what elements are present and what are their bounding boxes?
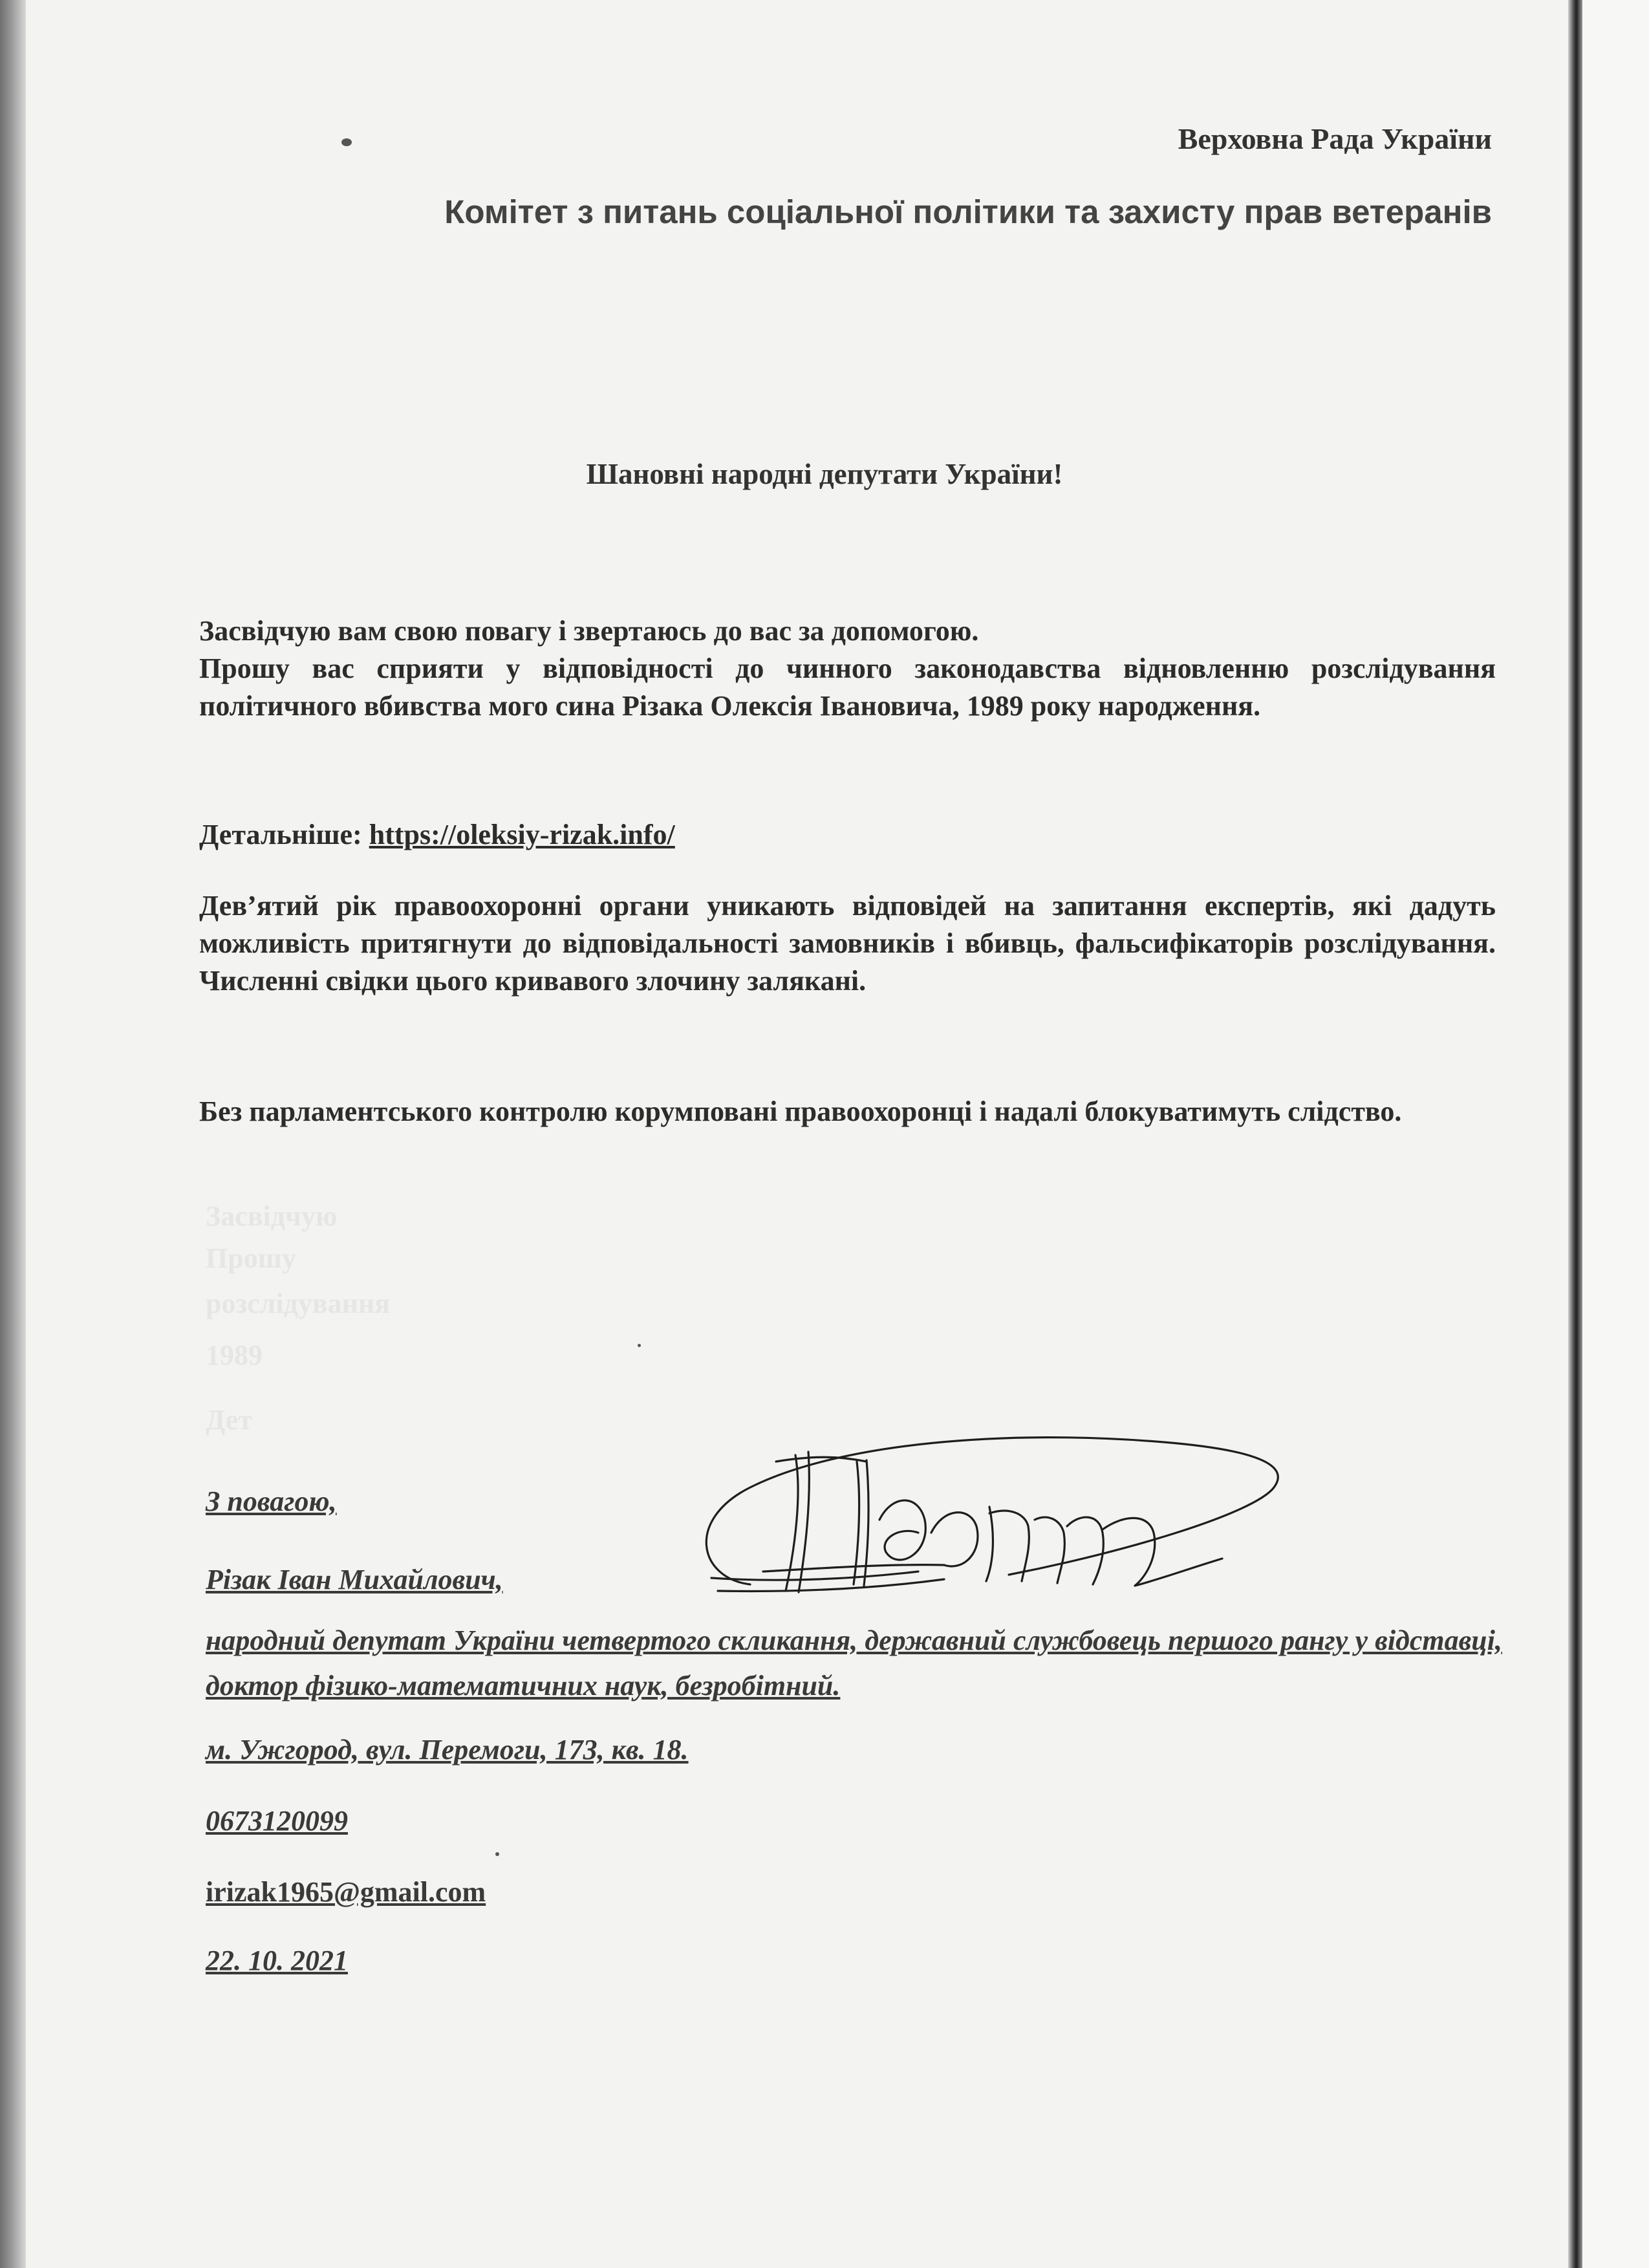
addressee-heading: Верховна Рада України xyxy=(1178,122,1492,155)
sender-title: народний депутат України четвертого скликання, державний службовець першого рангу у відставці, доктор фізико-математичних наук, безробітний. xyxy=(206,1625,1502,1701)
scan-edge-right xyxy=(1568,0,1582,2268)
details-label: Детальніше: xyxy=(199,819,369,850)
sender-address: м. Ужгород, вул. Перемоги, 173, кв. 18. xyxy=(206,1734,689,1766)
details-link[interactable]: https://oleksiy-rizak.info/ xyxy=(369,819,675,850)
paragraph-line: Засвідчую вам свою повагу і звертаюсь до вас за допомогою. xyxy=(199,615,979,647)
letter-date: 22. 10. 2021 xyxy=(206,1945,348,1976)
bleed-through-text: 1989 xyxy=(206,1339,263,1371)
scan-edge-left xyxy=(0,0,26,2268)
paragraph-investigation: Дев’ятий рік правоохоронні органи уникають відповідей на запитання експертів, які дадуть можливість притягнути до відповідальності замовників і вбивць, фальсифікаторів розслідування. Численні свідки цього кривавого злочину залякані. xyxy=(199,890,1496,997)
bleed-through-text: Прошу xyxy=(206,1242,296,1274)
sender-phone: 0673120099 xyxy=(206,1805,348,1837)
paragraph-control: Без парламентського контролю корумповані правоохоронці і надалі блокуватимуть слідство. xyxy=(199,1096,1402,1127)
details-line xyxy=(199,816,1496,854)
paragraph-request xyxy=(199,612,1496,725)
bleed-through-text: Дет xyxy=(206,1404,252,1436)
committee-heading: Комітет з питань соціальної політики та захисту прав ветеранів xyxy=(444,193,1492,230)
bleed-through-text: розслідування xyxy=(206,1288,391,1319)
sender-name: Різак Іван Михайлович, xyxy=(206,1564,503,1595)
bleed-through-text: Засвідчую xyxy=(206,1200,338,1232)
scan-speck xyxy=(341,138,352,146)
scan-speck xyxy=(495,1852,499,1856)
scan-margin-right xyxy=(1582,0,1649,2268)
salutation: Шановні народні депутати України! xyxy=(586,458,1063,490)
paragraph-line: Прошу вас сприяти у відповідності до чинного законодавства відновленню розслідування політичного вбивства мого сина Різака Олексія Івановича, 1989 року народження. xyxy=(199,653,1496,722)
closing-regards: З повагою, xyxy=(206,1485,337,1517)
sender-email[interactable]: irizak1965@gmail.com xyxy=(206,1876,486,1908)
scan-speck xyxy=(638,1344,641,1347)
